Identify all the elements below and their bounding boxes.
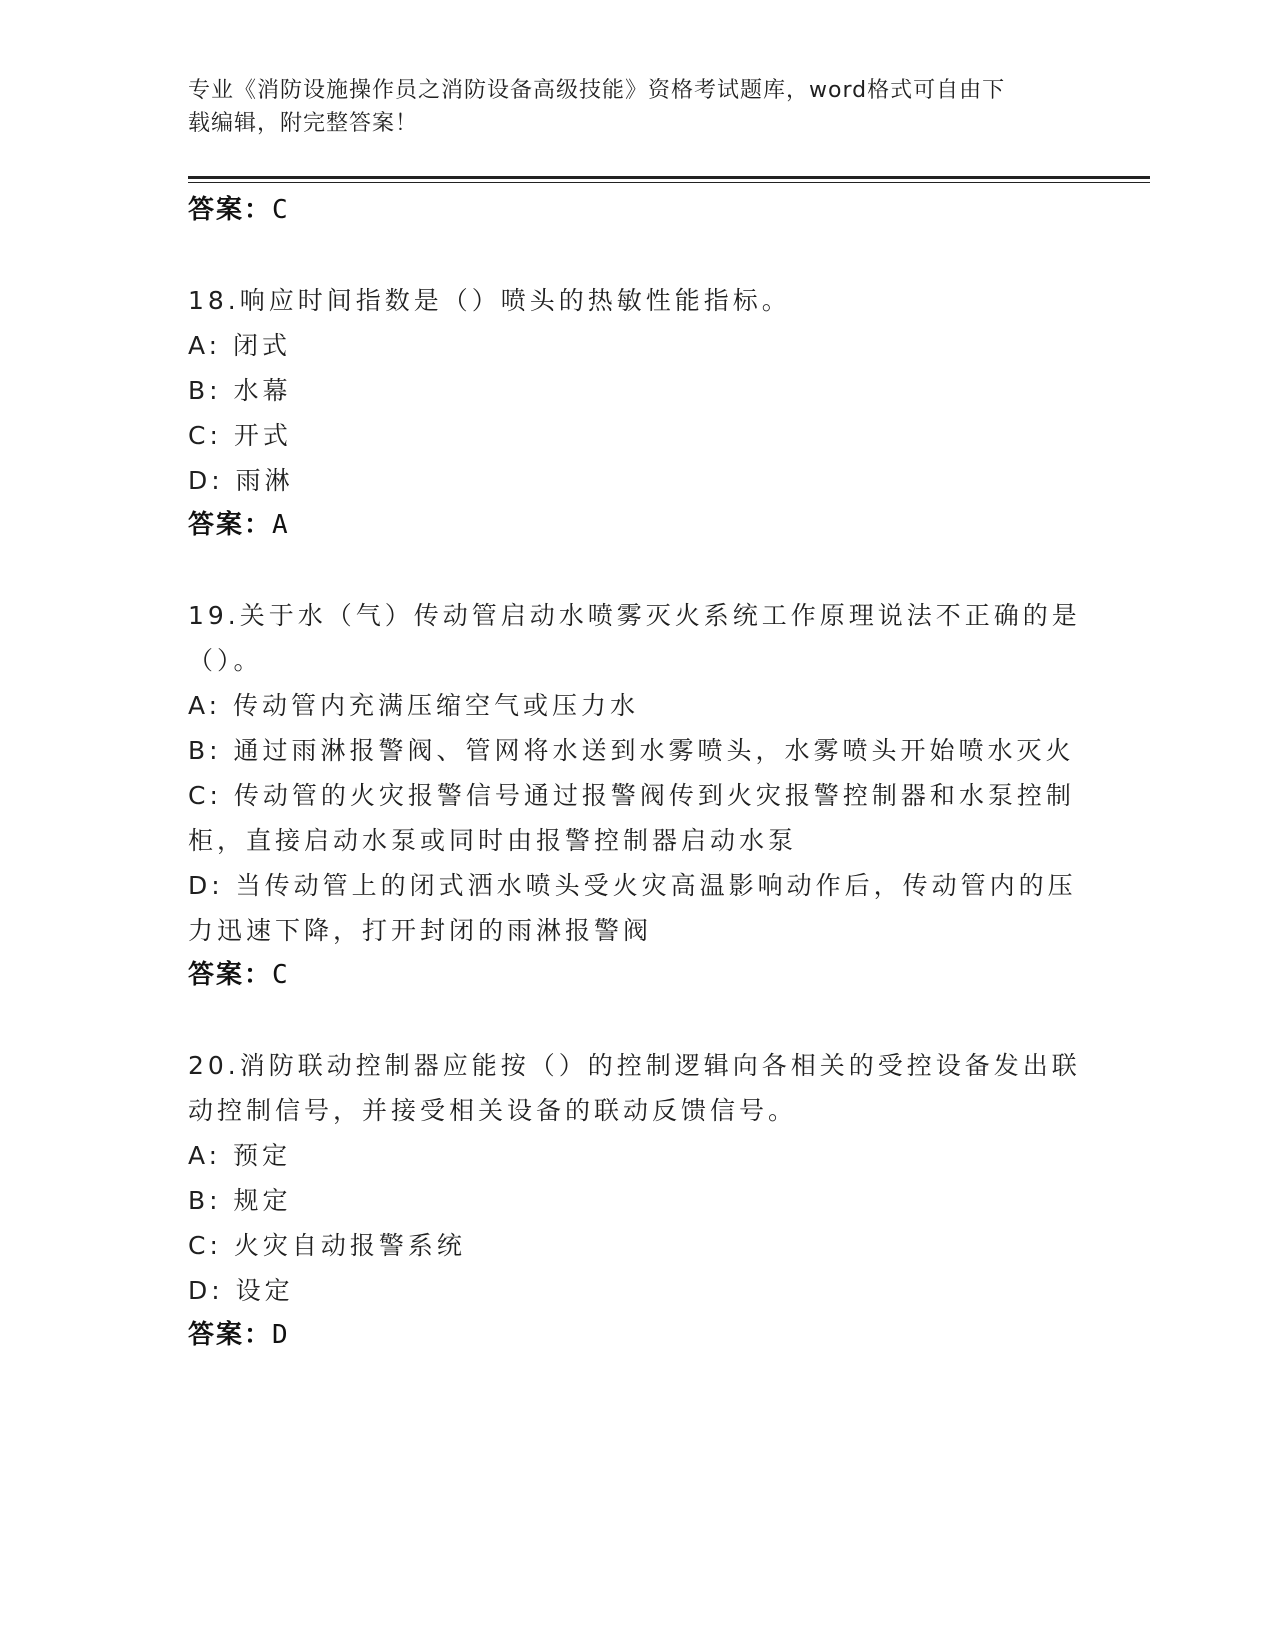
question-stem-line-1: 20.消防联动控制器应能按（）的控制逻辑向各相关的受控设备发出联 bbox=[188, 1051, 1081, 1080]
option-b: B: 规定 bbox=[188, 1186, 292, 1215]
header-divider-thick bbox=[188, 176, 1150, 179]
option-c-line-1: C: 传动管的火灾报警信号通过报警阀传到火灾报警控制器和水泵控制 bbox=[188, 781, 1075, 810]
option-a: A: 预定 bbox=[188, 1141, 292, 1170]
question-stem-line-2: （）。 bbox=[188, 646, 263, 675]
header-line-2: 载编辑，附完整答案！ bbox=[188, 111, 419, 136]
answer-line bbox=[188, 503, 1088, 548]
question-18 bbox=[188, 278, 1088, 548]
option-d-line-2: 力迅速下降，打开封闭的雨淋报警阀 bbox=[188, 916, 653, 945]
answer-label: 答案： bbox=[188, 960, 273, 990]
option-d-line-1: D: 当传动管上的闭式洒水喷头受火灾高温影响动作后，传动管内的压 bbox=[188, 871, 1077, 900]
option-a: A: 传动管内充满压缩空气或压力水 bbox=[188, 691, 640, 720]
question-list bbox=[188, 188, 1088, 1358]
answer-line bbox=[188, 953, 1088, 998]
question-stem-line-1: 19.关于水（气）传动管启动水喷雾灭火系统工作原理说法不正确的是 bbox=[188, 601, 1081, 630]
option-b: B: 水幕 bbox=[188, 376, 292, 405]
answer-value: C bbox=[272, 195, 290, 225]
header-line-1: 专业《消防设施操作员之消防设备高级技能》资格考试题库，word格式可自由下 bbox=[188, 78, 1006, 103]
answer-line bbox=[188, 1313, 1088, 1358]
option-d: D: 雨淋 bbox=[188, 466, 294, 495]
header-divider-thin bbox=[188, 182, 1150, 183]
spacer bbox=[188, 548, 1088, 593]
option-a: A: 闭式 bbox=[188, 331, 292, 360]
answer-value: C bbox=[272, 960, 290, 990]
answer-label: 答案： bbox=[188, 1320, 273, 1350]
option-c-line-2: 柜，直接启动水泵或同时由报警控制器启动水泵 bbox=[188, 826, 798, 855]
spacer bbox=[188, 233, 1088, 278]
question-19 bbox=[188, 593, 1088, 998]
spacer bbox=[188, 998, 1088, 1043]
option-d: D: 设定 bbox=[188, 1276, 294, 1305]
answer-value: D bbox=[272, 1320, 290, 1350]
question-stem: 18.响应时间指数是（）喷头的热敏性能指标。 bbox=[188, 286, 791, 315]
question-20 bbox=[188, 1043, 1088, 1358]
option-b: B: 通过雨淋报警阀、管网将水送到水雾喷头，水雾喷头开始喷水灭火 bbox=[188, 736, 1075, 765]
answer-label: 答案： bbox=[188, 510, 273, 540]
option-c: C: 开式 bbox=[188, 421, 292, 450]
option-c: C: 火灾自动报警系统 bbox=[188, 1231, 466, 1260]
question-stem-line-2: 动控制信号，并接受相关设备的联动反馈信号。 bbox=[188, 1096, 798, 1125]
answer-line bbox=[188, 188, 1088, 233]
answer-label: 答案： bbox=[188, 195, 273, 225]
answer-value: A bbox=[272, 510, 290, 540]
document-header bbox=[188, 74, 1068, 140]
